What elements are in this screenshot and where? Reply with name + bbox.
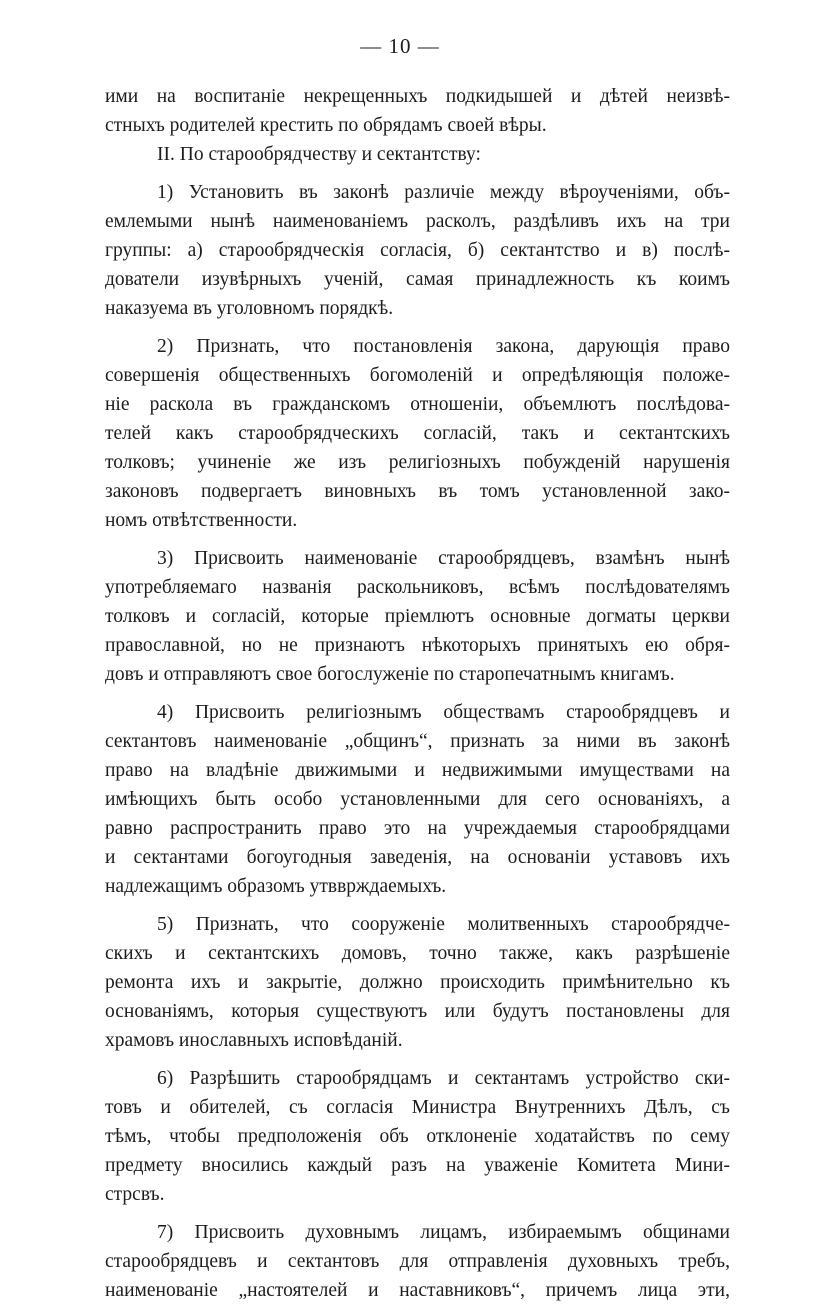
text-line: товъ и обителей, съ согласія Министра Внутреннихъ Дѣлъ, съ bbox=[105, 1097, 730, 1118]
paragraph bbox=[105, 178, 730, 323]
text-line: совершенія общественныхъ богомоленій и опредѣляющія положе- bbox=[105, 365, 730, 386]
text-line: 5) Признать, что сооруженіе молитвенныхъ старообрядче- bbox=[157, 914, 730, 935]
text-line: предмету вносились каждый разъ на уваженіе Комитета Мини- bbox=[105, 1155, 730, 1176]
text-line: группы: а) старообрядческія согласія, б) сектантство и в) послѣ- bbox=[105, 240, 730, 261]
text-line: и сектантами богоугодныя заведенія, на основаніи уставовъ ихъ bbox=[105, 847, 730, 868]
paragraph-gap bbox=[105, 535, 730, 544]
text-line: емлемыми нынѣ наименованіемъ расколъ, раздѣливъ ихъ на три bbox=[105, 211, 730, 232]
text-line: толковъ и согласій, которые пріемлютъ основные догматы церкви bbox=[105, 606, 730, 627]
body-text bbox=[105, 82, 730, 1305]
page-number: — 10 — bbox=[360, 34, 440, 58]
text-line: довъ и отправляютъ свое богослуженіе по старопечатнымъ книгамъ. bbox=[105, 664, 675, 685]
text-line: равно распространить право это на учреждаемыя старообрядцами bbox=[105, 818, 730, 839]
text-line: 2) Признать, что постановленія закона, дарующія право bbox=[157, 336, 730, 357]
text-line: стрсвъ. bbox=[105, 1184, 165, 1205]
text-line: православной, но не признаютъ нѣкоторыхъ принятыхъ ею обря- bbox=[105, 635, 730, 656]
text-line: II. По старообрядчеству и сектантству: bbox=[157, 144, 481, 165]
text-line: стныхъ родителей крестить по обрядамъ своей вѣры. bbox=[105, 115, 547, 136]
text-line: законовъ подвергаетъ виновныхъ въ томъ установленной зако- bbox=[105, 481, 730, 502]
text-line: наименованіе „настоятелей и наставниковъ“, причемъ лица эти, bbox=[105, 1280, 730, 1301]
text-line: 6) Разрѣшить старообрядцамъ и сектантамъ устройство ски- bbox=[157, 1068, 730, 1089]
text-line: ніе раскола въ гражданскомъ отношеніи, объемлютъ послѣдова- bbox=[105, 394, 730, 415]
text-line: толковъ; учиненіе же изъ религіозныхъ побужденій нарушенія bbox=[105, 452, 730, 473]
paragraph-gap bbox=[105, 1055, 730, 1064]
paragraph bbox=[105, 332, 730, 535]
text-line: ими на воспитаніе некрещенныхъ подкидышей и дѣтей неизвѣ- bbox=[105, 86, 730, 107]
text-line: 3) Присвоить наименованіе старообрядцевъ, взамѣнъ нынѣ bbox=[157, 548, 730, 569]
text-line: имѣющихъ быть особо установленными для сего основаніяхъ, а bbox=[105, 789, 730, 810]
paragraph bbox=[105, 1064, 730, 1209]
text-line: надлежащимъ образомъ утвврждаемыхъ. bbox=[105, 876, 447, 897]
text-line: 7) Присвоить духовнымъ лицамъ, избираемымъ общинами bbox=[157, 1222, 730, 1243]
text-line: номъ отвѣтственности. bbox=[105, 510, 298, 531]
paragraph-gap bbox=[105, 169, 730, 178]
text-line: 4) Присвоить религіознымъ обществамъ старообрядцевъ и bbox=[157, 702, 730, 723]
paragraph-gap bbox=[105, 323, 730, 332]
paragraph bbox=[105, 698, 730, 901]
text-line: дователи изувѣрныхъ ученій, самая принадлежность къ коимъ bbox=[105, 269, 730, 290]
paragraph bbox=[105, 910, 730, 1055]
paragraph-gap bbox=[105, 1209, 730, 1218]
text-line: скихъ и сектантскихъ домовъ, точно также, какъ разрѣшеніе bbox=[105, 943, 730, 964]
text-line: храмовъ инославныхъ исповѣданій. bbox=[105, 1030, 403, 1051]
text-line: телей какъ старообрядческихъ согласій, такъ и сектантскихъ bbox=[105, 423, 730, 444]
text-line: право на владѣніе движимыми и недвижимыми имуществами на bbox=[105, 760, 730, 781]
paragraph-gap bbox=[105, 901, 730, 910]
text-line: тѣмъ, чтобы предположенія объ отклоненіе ходатайствъ по сему bbox=[105, 1126, 730, 1147]
text-line: сектантовъ наименованіе „общинъ“, признать за ними въ законѣ bbox=[105, 731, 730, 752]
paragraph bbox=[105, 544, 730, 689]
text-line: старообрядцевъ и сектантовъ для отправленія духовныхъ требъ, bbox=[105, 1251, 730, 1272]
text-line: ремонта ихъ и закрытіе, должно происходить примѣнительно къ bbox=[105, 972, 730, 993]
text-line: употребляемаго названія раскольниковъ, всѣмъ послѣдователямъ bbox=[105, 577, 730, 598]
paragraph bbox=[105, 1218, 730, 1305]
text-line: 1) Установить въ законѣ различіе между вѣроученіями, объ- bbox=[157, 182, 730, 203]
text-line: основаніямъ, которыя существуютъ или будутъ постановлены для bbox=[105, 1001, 730, 1022]
paragraph-gap bbox=[105, 689, 730, 698]
paragraph bbox=[105, 140, 730, 169]
text-line: наказуема въ уголовномъ порядкѣ. bbox=[105, 298, 394, 319]
paragraph bbox=[105, 82, 730, 140]
